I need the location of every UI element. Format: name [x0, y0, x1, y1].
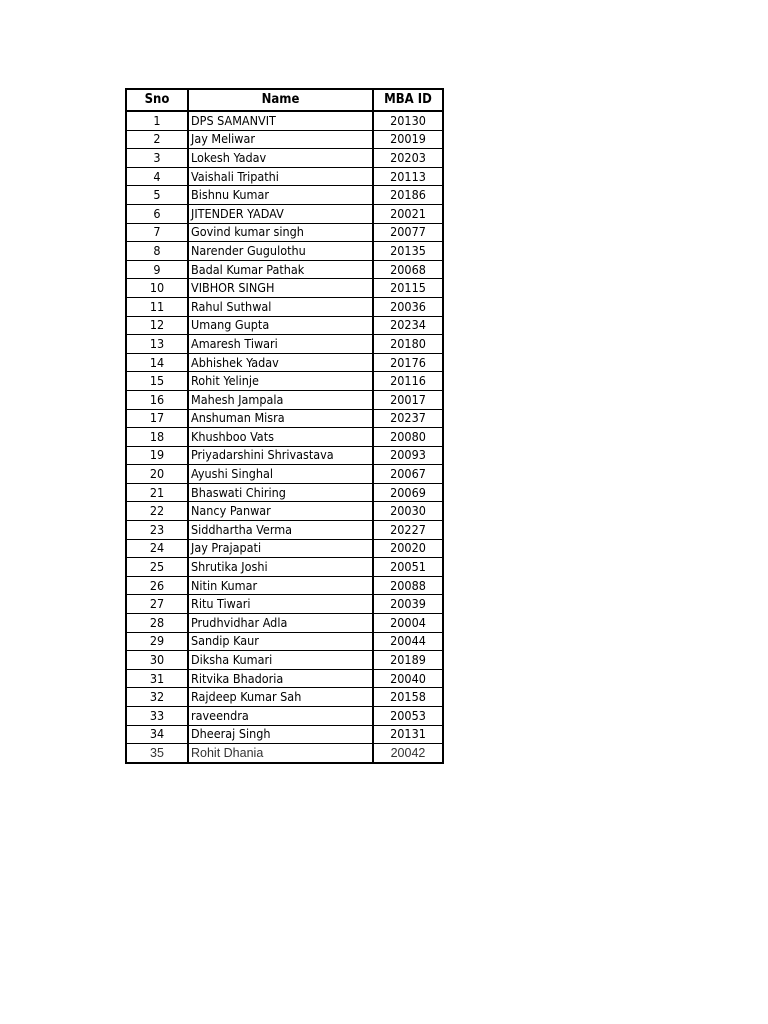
cell-mba-id: 20131 — [373, 725, 443, 744]
cell-sno: 27 — [126, 595, 188, 614]
column-header-name: Name — [188, 89, 373, 111]
cell-sno: 31 — [126, 669, 188, 688]
cell-name: Mahesh Jampala — [188, 390, 373, 409]
cell-mba-id: 20093 — [373, 446, 443, 465]
table-row — [126, 688, 443, 707]
cell-sno: 17 — [126, 409, 188, 428]
cell-name: Nitin Kumar — [188, 576, 373, 595]
cell-sno: 35 — [126, 744, 188, 763]
table-row — [126, 614, 443, 633]
cell-sno: 2 — [126, 130, 188, 149]
table-row — [126, 260, 443, 279]
cell-mba-id: 20044 — [373, 632, 443, 651]
table-row — [126, 297, 443, 316]
cell-mba-id: 20020 — [373, 539, 443, 558]
table-row — [126, 353, 443, 372]
cell-mba-id: 20077 — [373, 223, 443, 242]
cell-name: Prudhvidhar Adla — [188, 614, 373, 633]
cell-mba-id: 20203 — [373, 149, 443, 168]
column-header-mba-id: MBA ID — [373, 89, 443, 111]
cell-sno: 32 — [126, 688, 188, 707]
cell-name: Bhaswati Chiring — [188, 483, 373, 502]
cell-sno: 6 — [126, 204, 188, 223]
table-row — [126, 558, 443, 577]
cell-mba-id: 20115 — [373, 279, 443, 298]
cell-mba-id: 20051 — [373, 558, 443, 577]
cell-sno: 11 — [126, 297, 188, 316]
cell-sno: 10 — [126, 279, 188, 298]
table-row — [126, 707, 443, 726]
cell-name: Rahul Suthwal — [188, 297, 373, 316]
table-row — [126, 186, 443, 205]
student-table — [125, 88, 444, 764]
cell-mba-id: 20069 — [373, 483, 443, 502]
cell-name: Lokesh Yadav — [188, 149, 373, 168]
cell-mba-id: 20042 — [373, 744, 443, 763]
table-row — [126, 632, 443, 651]
cell-name: Rohit Yelinje — [188, 372, 373, 391]
cell-mba-id: 20237 — [373, 409, 443, 428]
cell-mba-id: 20017 — [373, 390, 443, 409]
table-row — [126, 335, 443, 354]
cell-sno: 5 — [126, 186, 188, 205]
table-row — [126, 595, 443, 614]
cell-sno: 23 — [126, 521, 188, 540]
cell-name: Priyadarshini Shrivastava — [188, 446, 373, 465]
cell-mba-id: 20004 — [373, 614, 443, 633]
table-row — [126, 446, 443, 465]
table-row — [126, 483, 443, 502]
table-row — [126, 223, 443, 242]
column-header-sno: Sno — [126, 89, 188, 111]
cell-sno: 24 — [126, 539, 188, 558]
cell-sno: 8 — [126, 242, 188, 261]
cell-sno: 16 — [126, 390, 188, 409]
cell-mba-id: 20080 — [373, 428, 443, 447]
cell-sno: 15 — [126, 372, 188, 391]
cell-sno: 26 — [126, 576, 188, 595]
cell-name: Siddhartha Verma — [188, 521, 373, 540]
cell-name: Anshuman Misra — [188, 409, 373, 428]
table-row — [126, 111, 443, 130]
cell-sno: 29 — [126, 632, 188, 651]
table-row — [126, 279, 443, 298]
table-header-row — [126, 89, 443, 111]
cell-mba-id: 20053 — [373, 707, 443, 726]
table-row — [126, 465, 443, 484]
cell-name: DPS SAMANVIT — [188, 111, 373, 130]
cell-sno: 25 — [126, 558, 188, 577]
table-row — [126, 539, 443, 558]
cell-mba-id: 20186 — [373, 186, 443, 205]
table-row — [126, 130, 443, 149]
cell-sno: 34 — [126, 725, 188, 744]
cell-name: raveendra — [188, 707, 373, 726]
cell-sno: 19 — [126, 446, 188, 465]
cell-sno: 18 — [126, 428, 188, 447]
cell-mba-id: 20039 — [373, 595, 443, 614]
cell-name: Bishnu Kumar — [188, 186, 373, 205]
cell-sno: 9 — [126, 260, 188, 279]
cell-name: Shrutika Joshi — [188, 558, 373, 577]
cell-mba-id: 20234 — [373, 316, 443, 335]
cell-mba-id: 20040 — [373, 669, 443, 688]
table-row — [126, 725, 443, 744]
cell-sno: 4 — [126, 167, 188, 186]
cell-name: VIBHOR SINGH — [188, 279, 373, 298]
table-row — [126, 372, 443, 391]
table-row — [126, 669, 443, 688]
cell-mba-id: 20158 — [373, 688, 443, 707]
cell-mba-id: 20227 — [373, 521, 443, 540]
cell-sno: 7 — [126, 223, 188, 242]
cell-name: Jay Prajapati — [188, 539, 373, 558]
table-row — [126, 204, 443, 223]
table-row — [126, 576, 443, 595]
cell-sno: 28 — [126, 614, 188, 633]
cell-name: Abhishek Yadav — [188, 353, 373, 372]
cell-name: Dheeraj Singh — [188, 725, 373, 744]
cell-sno: 13 — [126, 335, 188, 354]
cell-mba-id: 20019 — [373, 130, 443, 149]
table-body — [126, 111, 443, 763]
cell-name: Badal Kumar Pathak — [188, 260, 373, 279]
cell-mba-id: 20130 — [373, 111, 443, 130]
cell-mba-id: 20067 — [373, 465, 443, 484]
cell-name: JITENDER YADAV — [188, 204, 373, 223]
cell-name: Ayushi Singhal — [188, 465, 373, 484]
cell-mba-id: 20180 — [373, 335, 443, 354]
cell-sno: 1 — [126, 111, 188, 130]
table-row — [126, 744, 443, 763]
cell-name: Ritvika Bhadoria — [188, 669, 373, 688]
cell-name: Nancy Panwar — [188, 502, 373, 521]
cell-mba-id: 20068 — [373, 260, 443, 279]
cell-name: Rohit Dhania — [188, 744, 373, 763]
cell-sno: 33 — [126, 707, 188, 726]
cell-name: Govind kumar singh — [188, 223, 373, 242]
cell-sno: 3 — [126, 149, 188, 168]
cell-name: Jay Meliwar — [188, 130, 373, 149]
cell-sno: 21 — [126, 483, 188, 502]
cell-sno: 12 — [126, 316, 188, 335]
cell-sno: 14 — [126, 353, 188, 372]
cell-mba-id: 20088 — [373, 576, 443, 595]
table-row — [126, 242, 443, 261]
cell-mba-id: 20036 — [373, 297, 443, 316]
table-row — [126, 316, 443, 335]
cell-name: Diksha Kumari — [188, 651, 373, 670]
table-row — [126, 149, 443, 168]
cell-name: Sandip Kaur — [188, 632, 373, 651]
cell-mba-id: 20189 — [373, 651, 443, 670]
cell-mba-id: 20113 — [373, 167, 443, 186]
table-row — [126, 428, 443, 447]
cell-name: Rajdeep Kumar Sah — [188, 688, 373, 707]
cell-name: Narender Gugulothu — [188, 242, 373, 261]
table-row — [126, 390, 443, 409]
cell-name: Vaishali Tripathi — [188, 167, 373, 186]
cell-name: Umang Gupta — [188, 316, 373, 335]
cell-mba-id: 20116 — [373, 372, 443, 391]
cell-name: Amaresh Tiwari — [188, 335, 373, 354]
cell-mba-id: 20030 — [373, 502, 443, 521]
cell-sno: 20 — [126, 465, 188, 484]
cell-sno: 22 — [126, 502, 188, 521]
cell-mba-id: 20176 — [373, 353, 443, 372]
cell-name: Ritu Tiwari — [188, 595, 373, 614]
table-row — [126, 521, 443, 540]
table-row — [126, 409, 443, 428]
cell-mba-id: 20135 — [373, 242, 443, 261]
cell-mba-id: 20021 — [373, 204, 443, 223]
table-row — [126, 502, 443, 521]
table-row — [126, 651, 443, 670]
table-row — [126, 167, 443, 186]
cell-sno: 30 — [126, 651, 188, 670]
cell-name: Khushboo Vats — [188, 428, 373, 447]
